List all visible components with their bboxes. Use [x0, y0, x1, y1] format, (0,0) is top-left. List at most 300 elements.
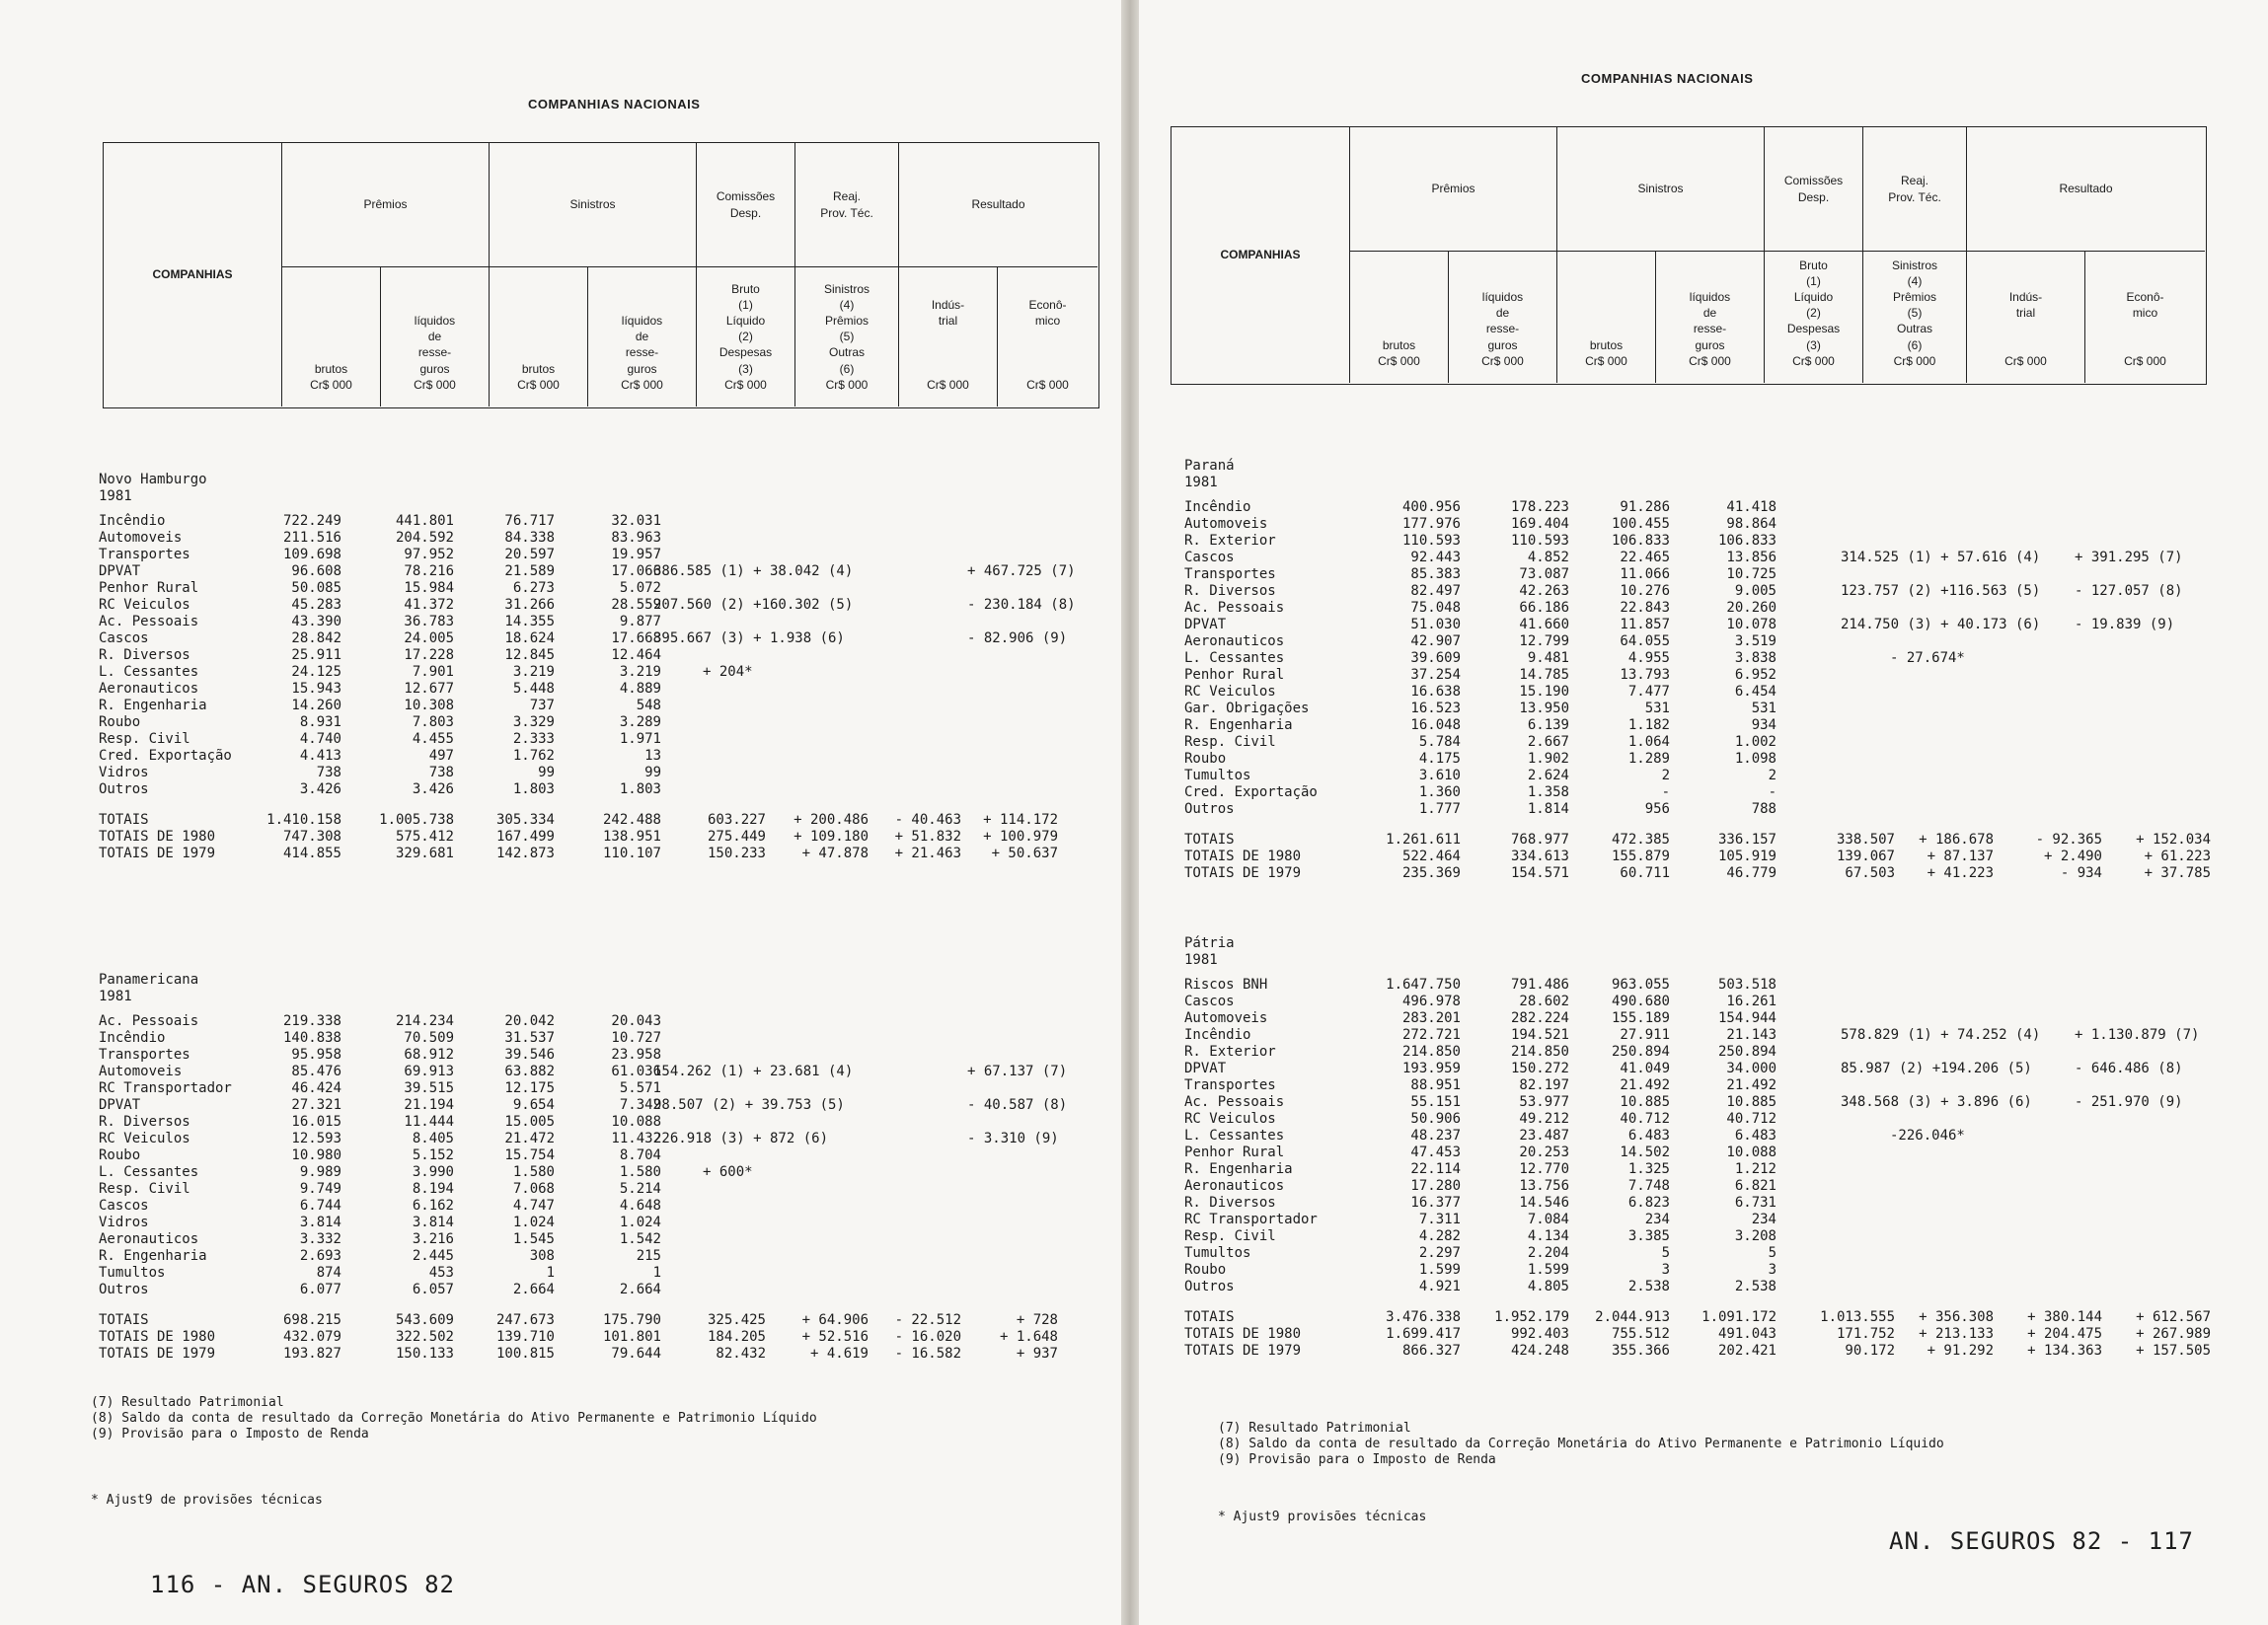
cell-value: 282.224	[1510, 1010, 1569, 1026]
cell-value: 5	[1768, 1245, 1777, 1261]
company-name: Panamericana	[99, 972, 199, 988]
cell-value: 6.731	[1734, 1195, 1777, 1211]
totals-value: 543.609	[395, 1312, 454, 1328]
totals-value: 82.432	[716, 1346, 766, 1362]
cell-value: 8.704	[619, 1147, 661, 1163]
cell-value: 283.201	[1401, 1010, 1461, 1026]
cell-value: 24.005	[404, 630, 454, 646]
cell-value: 211.516	[282, 530, 341, 546]
totals-value: 424.248	[1510, 1343, 1569, 1359]
totals-value: 138.951	[602, 829, 661, 845]
cell-value: 69.913	[404, 1064, 454, 1079]
cell-value: 18.624	[504, 630, 555, 646]
cell-value: 4.805	[1527, 1279, 1569, 1294]
side-resultado: - 40.587 (8)	[967, 1097, 1068, 1113]
cell-value: 16.377	[1410, 1195, 1461, 1211]
totals-value: + 61.223	[2144, 849, 2211, 864]
line-label: Gar. Obrigações	[1184, 701, 1310, 716]
totals-value: 139.067	[1836, 849, 1895, 864]
table-row	[99, 1131, 1105, 1147]
cell-value: 250.894	[1611, 1044, 1670, 1060]
cell-value: 3.208	[1734, 1228, 1777, 1244]
cell-value: 2.538	[1627, 1279, 1670, 1294]
side-resultado: - 82.906 (9)	[967, 630, 1068, 646]
totals-value: 100.815	[495, 1346, 555, 1362]
line-label: DPVAT	[99, 563, 141, 579]
cell-value: 27.911	[1620, 1027, 1670, 1043]
table-row	[99, 580, 1105, 597]
totals-value: 101.801	[602, 1329, 661, 1345]
totals-value: + 356.308	[1919, 1309, 1994, 1325]
line-label: Incêndio	[99, 1030, 166, 1046]
cell-value: 1.325	[1627, 1161, 1670, 1177]
line-label: Cred. Exportação	[1184, 784, 1318, 800]
cell-value: 106.833	[1717, 533, 1777, 549]
cell-value: 1.064	[1627, 734, 1670, 750]
side-resultado: + 67.137 (7)	[967, 1064, 1068, 1079]
line-label: Resp. Civil	[99, 731, 190, 747]
cell-value: 14.502	[1620, 1145, 1670, 1160]
side-result: 85.987 (2) +194.206 (5)	[1841, 1061, 2032, 1076]
line-label: Cred. Exportação	[99, 748, 232, 764]
cell-value: 15.754	[504, 1147, 555, 1163]
cell-value: 2	[1768, 768, 1777, 783]
cell-value: 85.476	[291, 1064, 341, 1079]
cell-value: 3	[1768, 1262, 1777, 1278]
cell-value: 1	[652, 1265, 661, 1281]
line-label: Ac. Pessoais	[99, 614, 199, 629]
cell-value: 1.803	[619, 781, 661, 797]
line-label: Resp. Civil	[99, 1181, 190, 1197]
cell-value: 2.664	[619, 1282, 661, 1297]
cell-value: 34.000	[1726, 1061, 1777, 1076]
cell-value: 2.664	[512, 1282, 555, 1297]
line-label: L. Cessantes	[1184, 1128, 1285, 1144]
cell-value: 13.756	[1519, 1178, 1569, 1194]
cell-value: 204.592	[395, 530, 454, 546]
cell-value: 16.015	[291, 1114, 341, 1130]
cell-value: 194.521	[1510, 1027, 1569, 1043]
cell-value: 1.289	[1627, 751, 1670, 767]
cell-value: 2.624	[1527, 768, 1569, 783]
cell-value: 11.066	[1620, 566, 1670, 582]
line-label: DPVAT	[1184, 617, 1227, 632]
line-label: Cascos	[99, 630, 149, 646]
cell-value: 150.272	[1510, 1061, 1569, 1076]
totals-value: 3.476.338	[1386, 1309, 1461, 1325]
line-label: Cascos	[99, 1198, 149, 1214]
side-result: 226.918 (3) + 872 (6)	[653, 1131, 829, 1146]
cell-value: 1.360	[1418, 784, 1461, 800]
cell-value: 12.175	[504, 1080, 555, 1096]
cell-value: 548	[636, 698, 661, 713]
cell-value: 84.338	[504, 530, 555, 546]
line-label: Resp. Civil	[1184, 734, 1276, 750]
totals-value: + 134.363	[2027, 1343, 2102, 1359]
cell-value: 2.538	[1734, 1279, 1777, 1294]
cell-value: 13.950	[1519, 701, 1569, 716]
table-row	[1184, 1027, 2250, 1044]
table-row	[99, 1097, 1105, 1114]
cell-value: 47.453	[1410, 1145, 1461, 1160]
cell-value: 7.803	[412, 714, 454, 730]
cell-value: 531	[1644, 701, 1670, 716]
totals-value: + 51.832	[894, 829, 961, 845]
cell-value: 110.593	[1510, 533, 1569, 549]
totals-value: - 92.365	[2035, 832, 2102, 848]
cell-value: 17.668	[611, 630, 661, 646]
totals-value: 167.499	[495, 829, 555, 845]
cell-value: 21.472	[504, 1131, 555, 1146]
side-resultado: + 467.725 (7)	[967, 563, 1076, 579]
cell-value: 41.418	[1726, 499, 1777, 515]
totals-value: - 16.020	[894, 1329, 961, 1345]
cell-value: 15.005	[504, 1114, 555, 1130]
line-label: DPVAT	[1184, 1061, 1227, 1076]
table-row	[1184, 1195, 2250, 1212]
table-row	[99, 1080, 1105, 1097]
table-row	[99, 630, 1105, 647]
line-label: L. Cessantes	[1184, 650, 1285, 666]
cell-value: 737	[529, 698, 555, 713]
cell-value: 214.850	[1510, 1044, 1569, 1060]
line-label: Incêndio	[99, 513, 166, 529]
cell-value: 531	[1751, 701, 1777, 716]
cell-value: 106.833	[1611, 533, 1670, 549]
cell-value: 31.537	[504, 1030, 555, 1046]
side-result: -226.046*	[1890, 1128, 1965, 1144]
totals-value: - 16.582	[894, 1346, 961, 1362]
line-label: Aeronauticos	[1184, 1178, 1285, 1194]
totals-value: 150.133	[395, 1346, 454, 1362]
cell-value: 28.559	[611, 597, 661, 613]
cell-value: 738	[428, 765, 454, 780]
table-row	[99, 664, 1105, 681]
cell-value: 1.777	[1418, 801, 1461, 817]
cell-value: 9.749	[299, 1181, 341, 1197]
cell-value: 874	[316, 1265, 341, 1281]
line-label: R. Engenharia	[99, 698, 207, 713]
totals-value: + 1.648	[999, 1329, 1058, 1345]
totals-value: 472.385	[1611, 832, 1670, 848]
cell-value: 1.762	[512, 748, 555, 764]
table-row	[99, 731, 1105, 748]
cell-value: 6.744	[299, 1198, 341, 1214]
cell-value: 169.404	[1510, 516, 1569, 532]
cell-value: 48.237	[1410, 1128, 1461, 1144]
cell-value: 1.902	[1527, 751, 1569, 767]
cell-value: 1.182	[1627, 717, 1670, 733]
side-result: 386.585 (1) + 38.042 (4)	[653, 563, 854, 579]
header-companhias: COMPANHIAS	[152, 267, 233, 282]
totals-row	[1184, 849, 2250, 865]
totals-value: + 37.785	[2144, 865, 2211, 881]
cell-value: 1.358	[1527, 784, 1569, 800]
cell-value: 3.385	[1627, 1228, 1670, 1244]
table-row	[1184, 1212, 2250, 1228]
table-row	[99, 1265, 1105, 1282]
cell-value: 9.005	[1734, 583, 1777, 599]
cell-value: 7.477	[1627, 684, 1670, 700]
cell-value: 1.599	[1418, 1262, 1461, 1278]
totals-value: + 64.906	[801, 1312, 869, 1328]
table-row	[1184, 1161, 2250, 1178]
cell-value: 12.464	[611, 647, 661, 663]
cell-value: 23.487	[1519, 1128, 1569, 1144]
totals-label: TOTAIS DE 1979	[99, 1346, 216, 1362]
side-result: + 204*	[703, 664, 753, 680]
table-row	[99, 614, 1105, 630]
cell-value: 109.698	[282, 547, 341, 562]
cell-value: 2.667	[1527, 734, 1569, 750]
line-label: R. Exterior	[1184, 533, 1276, 549]
line-label: R. Engenharia	[1184, 1161, 1293, 1177]
totals-row	[1184, 865, 2250, 882]
totals-value: + 52.516	[801, 1329, 869, 1345]
cell-value: 3.814	[412, 1215, 454, 1230]
company-name: Paraná	[1184, 458, 1235, 474]
cell-value: 42.907	[1410, 633, 1461, 649]
totals-value: 522.464	[1401, 849, 1461, 864]
table-row	[1184, 1262, 2250, 1279]
cell-value: 110.593	[1401, 533, 1461, 549]
totals-label: TOTAIS DE 1980	[1184, 849, 1302, 864]
cell-value: 3.289	[619, 714, 661, 730]
cell-value: 4.413	[299, 748, 341, 764]
table-row	[1184, 717, 2250, 734]
cell-value: 10.088	[611, 1114, 661, 1130]
cell-value: 61.036	[611, 1064, 661, 1079]
cell-value: 738	[316, 765, 341, 780]
side-result: 154.262 (1) + 23.681 (4)	[653, 1064, 854, 1079]
totals-value: 1.699.417	[1386, 1326, 1461, 1342]
line-label: L. Cessantes	[99, 1164, 199, 1180]
cell-value: 14.355	[504, 614, 555, 629]
cell-value: -	[1661, 784, 1670, 800]
table-row	[1184, 516, 2250, 533]
table-row	[99, 1030, 1105, 1047]
table-row	[1184, 1145, 2250, 1161]
cell-value: 12.845	[504, 647, 555, 663]
totals-value: + 612.567	[2136, 1309, 2211, 1325]
table-row	[99, 513, 1105, 530]
header-sinistros: Sinistros	[1556, 127, 1764, 252]
cell-value: 9.654	[512, 1097, 555, 1113]
cell-value: 1.580	[619, 1164, 661, 1180]
cell-value: 219.338	[282, 1013, 341, 1029]
totals-value: + 380.144	[2027, 1309, 2102, 1325]
totals-value: + 109.180	[794, 829, 869, 845]
totals-value: + 50.637	[991, 846, 1058, 861]
cell-value: 39.515	[404, 1080, 454, 1096]
cell-value: 7.068	[512, 1181, 555, 1197]
totals-value: 992.403	[1510, 1326, 1569, 1342]
cell-value: 21.194	[404, 1097, 454, 1113]
header-sinistros-premios: Sinistros (4) Prêmios (5) Outras (6) Cr$ 000	[794, 267, 898, 406]
table-row	[99, 698, 1105, 714]
table-row	[99, 1114, 1105, 1131]
cell-value: -	[1768, 784, 1777, 800]
line-label: Tumultos	[1184, 768, 1251, 783]
side-resultado: - 19.839 (9)	[2075, 617, 2175, 632]
line-label: R. Diversos	[99, 1114, 190, 1130]
totals-row	[99, 1346, 1105, 1363]
line-label: Vidros	[99, 765, 149, 780]
cell-value: 214.234	[395, 1013, 454, 1029]
cell-value: 24.125	[291, 664, 341, 680]
cell-value: 12.799	[1519, 633, 1569, 649]
line-label: Automoveis	[99, 530, 183, 546]
line-label: Penhor Rural	[99, 580, 199, 596]
cell-value: 2.445	[412, 1248, 454, 1264]
left-page	[0, 0, 1121, 1625]
cell-value: 1.599	[1527, 1262, 1569, 1278]
table-row	[1184, 1010, 2250, 1027]
totals-row	[99, 1312, 1105, 1329]
totals-value: 866.327	[1401, 1343, 1461, 1359]
line-label: R. Exterior	[1184, 1044, 1276, 1060]
totals-value: 2.044.913	[1595, 1309, 1670, 1325]
totals-row	[1184, 832, 2250, 849]
totals-value: 110.107	[602, 846, 661, 861]
cell-value: 3.426	[299, 781, 341, 797]
cell-value: 14.260	[291, 698, 341, 713]
header-sinistros-brutos: brutos Cr$ 000	[489, 267, 587, 406]
table-row	[1184, 1279, 2250, 1295]
table-row	[99, 547, 1105, 563]
line-label: Tumultos	[99, 1265, 166, 1281]
header-bruto-liquido: Bruto (1) Líquido (2) Despesas (3) Cr$ 000	[1764, 252, 1862, 383]
cell-value: 83.963	[611, 530, 661, 546]
side-result: - 27.674*	[1890, 650, 1965, 666]
page-number: AN. SEGUROS 82 - 117	[1889, 1527, 2194, 1555]
line-label: RC Veiculos	[1184, 684, 1276, 700]
page-title: COMPANHIAS NACIONAIS	[1581, 71, 1754, 86]
cell-value: 3.219	[619, 664, 661, 680]
totals-label: TOTAIS	[1184, 1309, 1235, 1325]
cell-value: 43.390	[291, 614, 341, 629]
table-row	[1184, 1061, 2250, 1077]
cell-value: 85.383	[1410, 566, 1461, 582]
cell-value: 4.455	[412, 731, 454, 747]
line-label: Roubo	[99, 714, 141, 730]
totals-label: TOTAIS	[99, 1312, 149, 1328]
cell-value: 99	[538, 765, 555, 780]
line-label: Penhor Rural	[1184, 1145, 1285, 1160]
cell-value: 63.882	[504, 1064, 555, 1079]
company-year: 1981	[99, 488, 132, 504]
cell-value: 215	[636, 1248, 661, 1264]
totals-label: TOTAIS	[99, 812, 149, 828]
company-year: 1981	[1184, 475, 1218, 490]
totals-label: TOTAIS DE 1979	[1184, 865, 1302, 881]
line-label: RC Transportador	[99, 1080, 232, 1096]
cell-value: 1.814	[1527, 801, 1569, 817]
cell-value: 28.842	[291, 630, 341, 646]
cell-value: 22.465	[1620, 550, 1670, 565]
table-row	[1184, 801, 2250, 818]
totals-value: 1.410.158	[266, 812, 341, 828]
page-title: COMPANHIAS NACIONAIS	[528, 97, 701, 111]
cell-value: 37.254	[1410, 667, 1461, 683]
table-row	[1184, 600, 2250, 617]
cell-value: 441.801	[395, 513, 454, 529]
table-header	[103, 142, 1099, 408]
totals-label: TOTAIS DE 1980	[99, 829, 216, 845]
cell-value: 10.980	[291, 1147, 341, 1163]
cell-value: 155.189	[1611, 1010, 1670, 1026]
cell-value: 16.638	[1410, 684, 1461, 700]
totals-value: 603.227	[707, 812, 766, 828]
cell-value: 11.857	[1620, 617, 1670, 632]
totals-value: + 200.486	[794, 812, 869, 828]
header-premios-brutos: brutos Cr$ 000	[1349, 252, 1448, 383]
cell-value: 1.098	[1734, 751, 1777, 767]
totals-row	[99, 1329, 1105, 1346]
totals-row	[99, 829, 1105, 846]
side-result: 395.667 (3) + 1.938 (6)	[653, 630, 845, 646]
table-row	[99, 1248, 1105, 1265]
cell-value: 23.958	[611, 1047, 661, 1063]
cell-value: 956	[1644, 801, 1670, 817]
side-result: 214.750 (3) + 40.173 (6)	[1841, 617, 2041, 632]
cell-value: 12.677	[404, 681, 454, 697]
cell-value: 31.266	[504, 597, 555, 613]
line-label: Automoveis	[99, 1064, 183, 1079]
line-label: R. Diversos	[1184, 583, 1276, 599]
cell-value: 39.609	[1410, 650, 1461, 666]
cell-value: 15.984	[404, 580, 454, 596]
cell-value: 97.952	[404, 547, 454, 562]
line-label: Incêndio	[1184, 1027, 1251, 1043]
cell-value: 21.492	[1726, 1077, 1777, 1093]
totals-value: + 267.989	[2136, 1326, 2211, 1342]
totals-value: + 87.137	[1927, 849, 1994, 864]
cell-value: 6.057	[412, 1282, 454, 1297]
table-row	[99, 1282, 1105, 1298]
cell-value: 46.424	[291, 1080, 341, 1096]
totals-value: 355.366	[1611, 1343, 1670, 1359]
table-row	[99, 1181, 1105, 1198]
totals-value: - 934	[2060, 865, 2102, 881]
table-row	[99, 563, 1105, 580]
cell-value: 503.518	[1717, 977, 1777, 993]
line-label: RC Transportador	[1184, 1212, 1318, 1227]
side-result: 207.560 (2) +160.302 (5)	[653, 597, 854, 613]
cell-value: 96.608	[291, 563, 341, 579]
totals-value: 338.507	[1836, 832, 1895, 848]
totals-value: 275.449	[707, 829, 766, 845]
header-economico: Econô- mico Cr$ 000	[2084, 252, 2205, 383]
cell-value: 3.519	[1734, 633, 1777, 649]
company-section	[99, 472, 1105, 862]
totals-value: 247.673	[495, 1312, 555, 1328]
cell-value: 4.955	[1627, 650, 1670, 666]
table-row	[1184, 1245, 2250, 1262]
cell-value: 16.048	[1410, 717, 1461, 733]
table-row	[1184, 1228, 2250, 1245]
totals-value: 768.977	[1510, 832, 1569, 848]
cell-value: 66.186	[1519, 600, 1569, 616]
cell-value: 13.856	[1726, 550, 1777, 565]
cell-value: 41.372	[404, 597, 454, 613]
table-header	[1171, 126, 2207, 385]
cell-value: 41.660	[1519, 617, 1569, 632]
totals-row	[1184, 1343, 2250, 1360]
cell-value: 75.048	[1410, 600, 1461, 616]
line-label: Automoveis	[1184, 1010, 1268, 1026]
totals-value: 142.873	[495, 846, 555, 861]
